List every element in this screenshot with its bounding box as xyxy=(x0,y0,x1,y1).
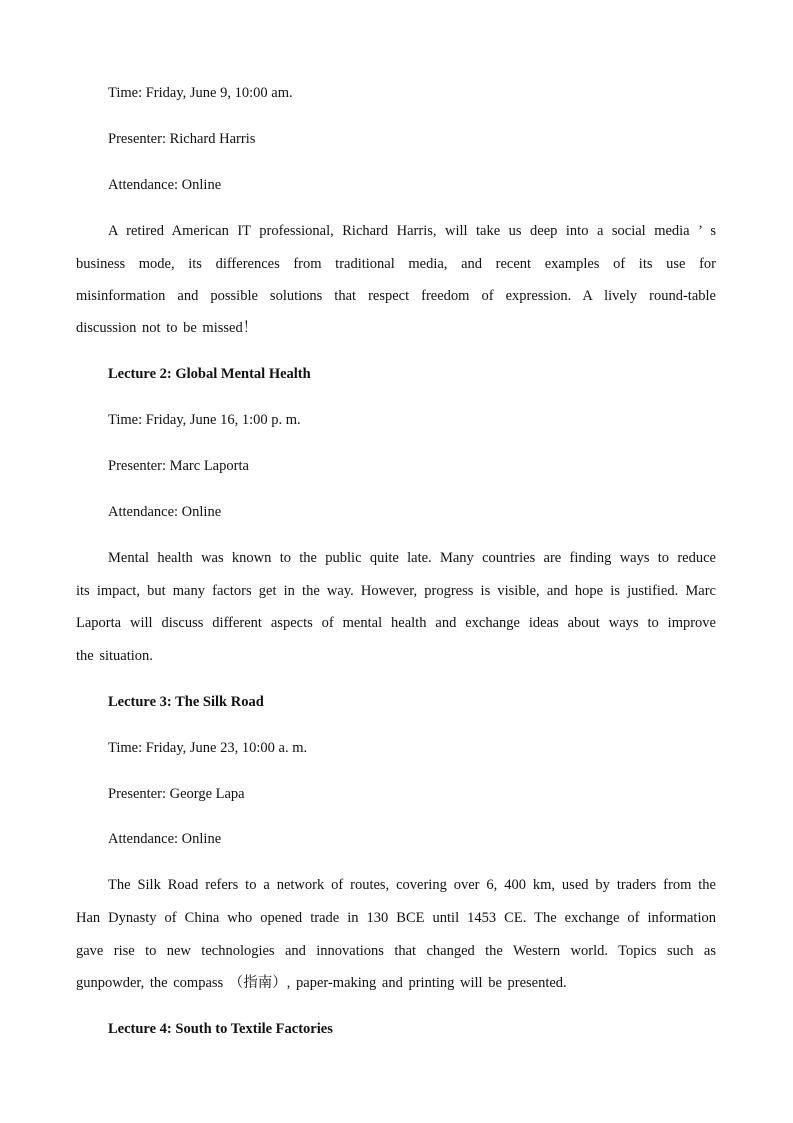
lecture1-attendance: Attendance: Online xyxy=(108,177,222,193)
paragraph-line: gunpowder, the compass （指南）, paper-making and printing will be presented. xyxy=(76,975,567,991)
lecture2-time: Time: Friday, June 16, 1:00 p. m. xyxy=(108,412,301,428)
lecture1-presenter: Presenter: Richard Harris xyxy=(108,131,256,147)
paragraph-line: gave rise to new technologies and innovations that changed the Western world. Topics such as xyxy=(76,943,716,959)
lecture2-attendance: Attendance: Online xyxy=(108,504,222,520)
lecture3-attendance: Attendance: Online xyxy=(108,831,222,847)
lecture3-presenter: Presenter: George Lapa xyxy=(108,786,245,802)
lecture3-heading: Lecture 3: The Silk Road xyxy=(108,694,264,710)
lecture1-time: Time: Friday, June 9, 10:00 am. xyxy=(108,85,293,101)
paragraph-line: business mode, its differences from traditional media, and recent examples of its use for xyxy=(76,256,716,272)
paragraph-line: misinformation and possible solutions that respect freedom of expression. A lively round-table xyxy=(76,288,716,304)
lecture2-presenter: Presenter: Marc Laporta xyxy=(108,458,249,474)
paragraph-line: The Silk Road refers to a network of routes, covering over 6, 400 km, used by traders from the xyxy=(108,877,716,893)
lecture3-time: Time: Friday, June 23, 10:00 a. m. xyxy=(108,740,308,756)
paragraph-line: the situation. xyxy=(76,648,153,664)
paragraph-line: its impact, but many factors get in the way. However, progress is visible, and hope is justified. Marc xyxy=(76,583,716,599)
paragraph-line: A retired American IT professional, Richard Harris, will take us deep into a social media ’ s xyxy=(108,223,716,239)
lecture2-heading: Lecture 2: Global Mental Health xyxy=(108,366,311,382)
paragraph-line: Laporta will discuss different aspects of mental health and exchange ideas about ways to improve xyxy=(76,615,716,631)
paragraph-line: Han Dynasty of China who opened trade in 130 BCE until 1453 CE. The exchange of information xyxy=(76,910,716,926)
paragraph-line: discussion not to be missed！ xyxy=(76,320,258,336)
paragraph-line: Mental health was known to the public quite late. Many countries are finding ways to reduce xyxy=(108,550,716,566)
lecture4-heading: Lecture 4: South to Textile Factories xyxy=(108,1021,333,1037)
